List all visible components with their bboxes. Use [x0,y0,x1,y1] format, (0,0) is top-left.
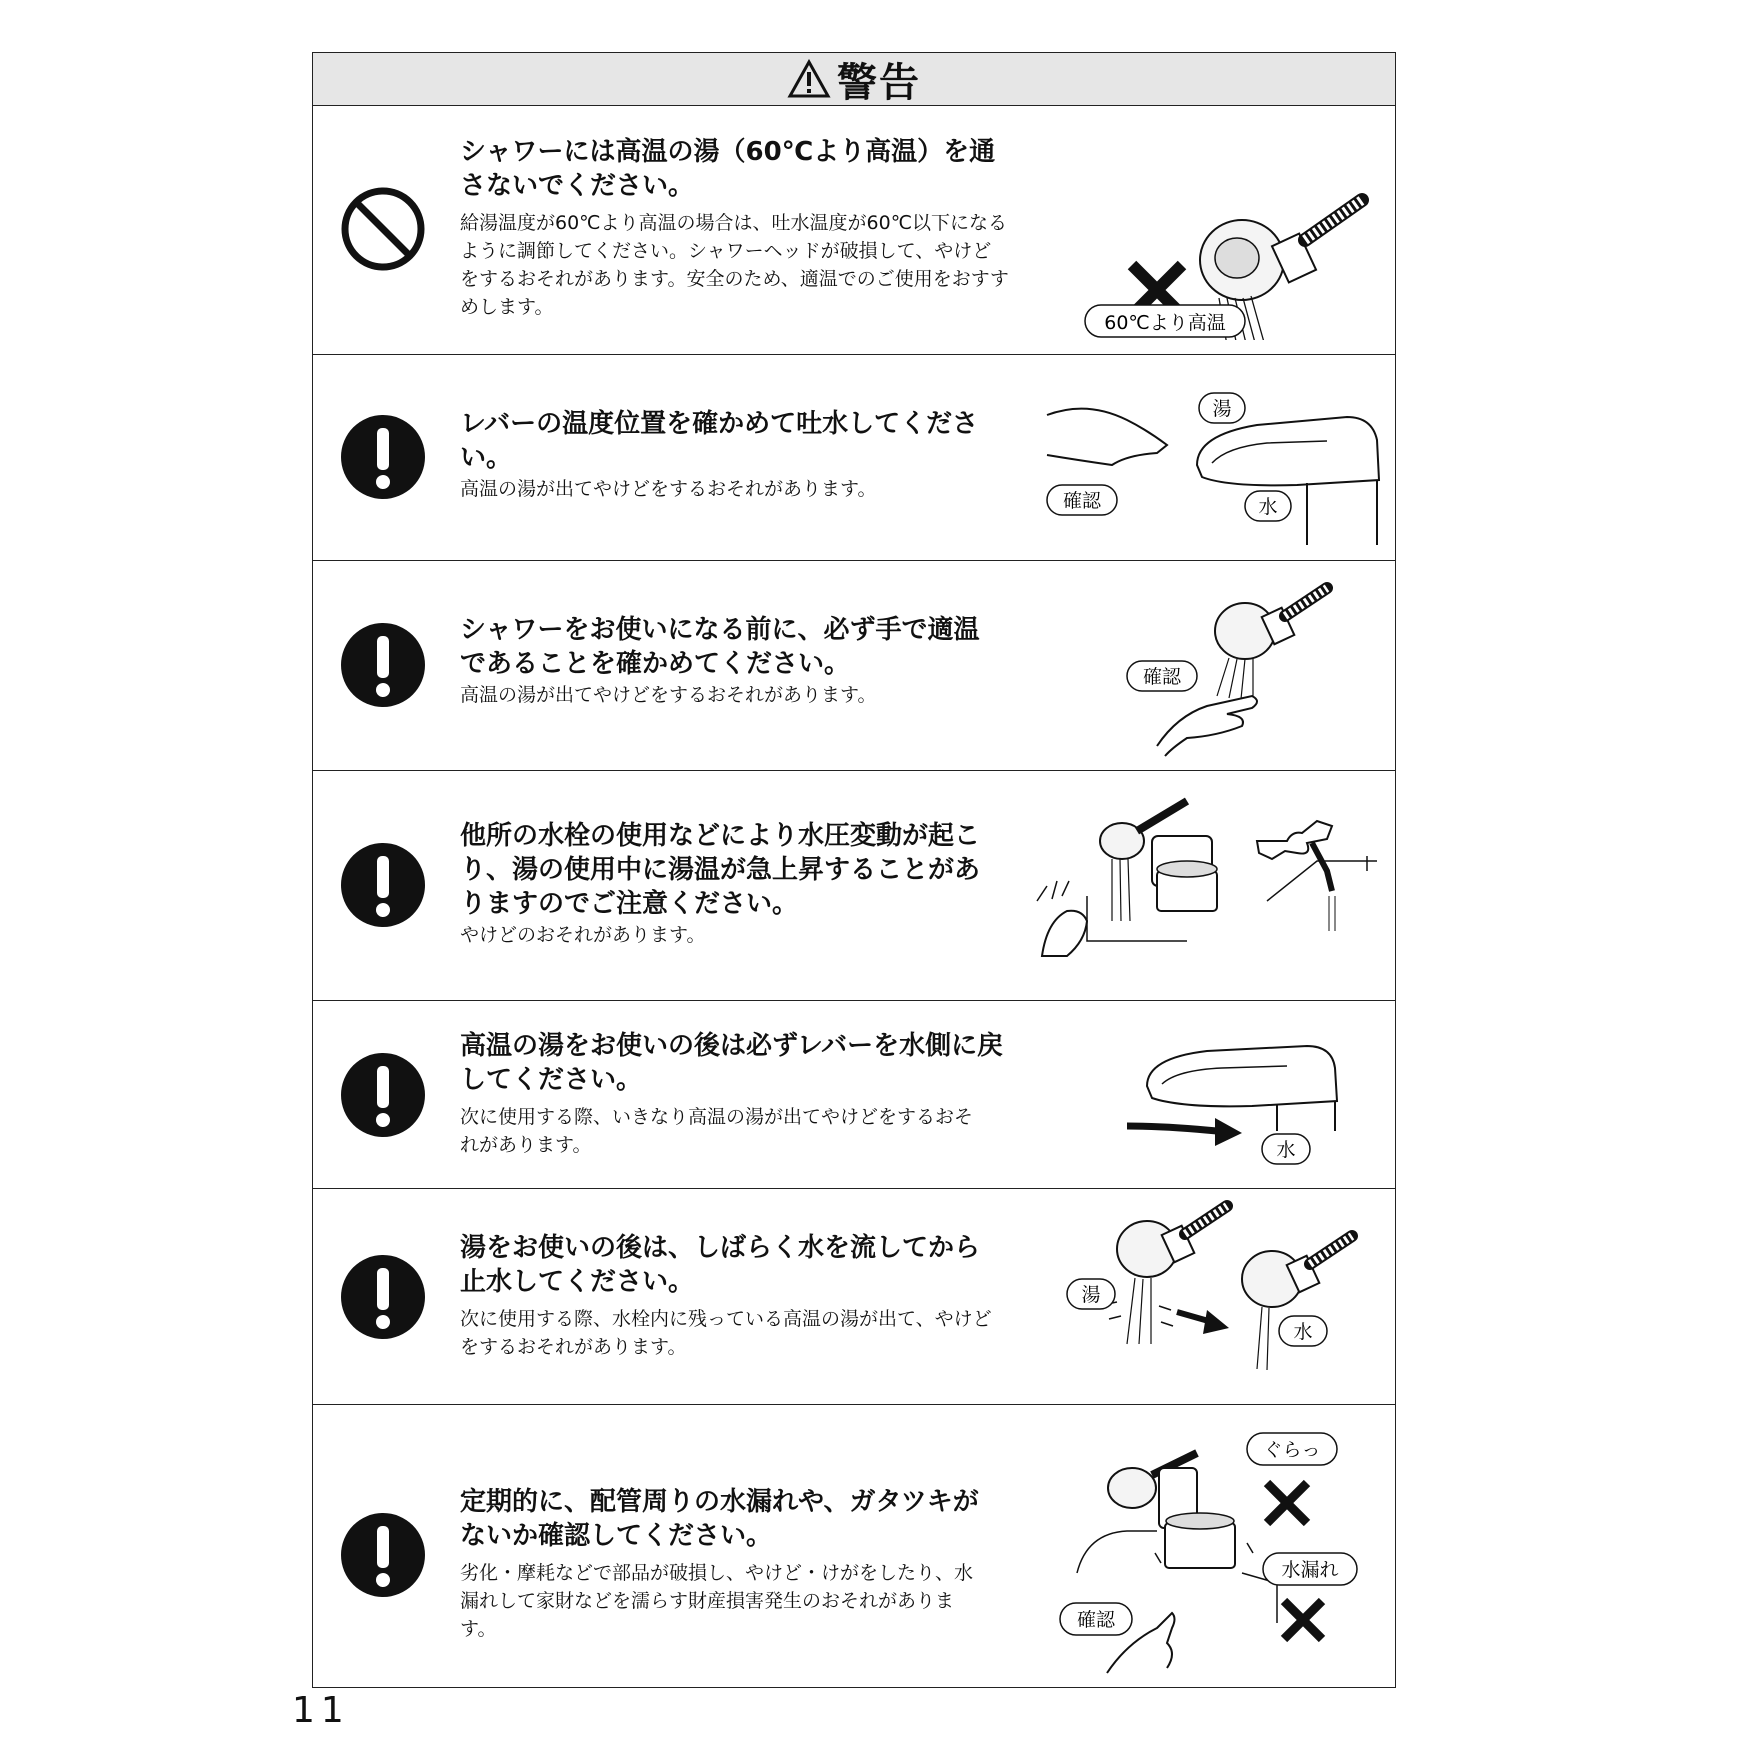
warning-row [313,1405,1395,1689]
label-cold: 水 [1293,1321,1313,1343]
warning-text [460,407,1000,503]
mandatory-action-icon [339,413,427,501]
warning-heading: 湯をお使いの後は、しばらく水を流してから止水してください。 [460,1233,981,1297]
warning-text [460,1485,1000,1643]
warning-text [460,613,1000,709]
leak-check-illustration [1047,1413,1387,1683]
warning-heading: 定期的に、配管周りの水漏れや、ガタツキがないか確認してください。 [460,1487,979,1551]
warning-heading: シャワーをお使いになる前に、必ず手で適温であることを確かめてください。 [460,615,980,679]
warning-row [313,105,1395,355]
warning-header [313,53,1395,106]
lever-to-cold-illustration [1057,1006,1387,1186]
warning-text [460,1231,1000,1361]
label-leak: 水漏れ [1281,1559,1339,1581]
warning-body: 給湯温度が60℃より高温の場合は、吐水温度が60℃以下になるように調節してください。シャワーヘッドが破損して、やけどをするおそれがあります。安全のため、適温でのご使用をおすすめします。 [460,212,1009,318]
mandatory-action-icon [339,1051,427,1139]
pressure-change-illustration [1027,781,1387,991]
warning-row [313,771,1395,1001]
warning-row [313,1001,1395,1189]
mandatory-action-icon [339,1511,427,1599]
label-hot: 湯 [1081,1284,1101,1306]
warning-heading: シャワーには高温の湯（60℃より高温）を通さないでください。 [460,137,996,201]
mandatory-action-icon [339,1253,427,1341]
lever-check-illustration [1027,355,1387,555]
mandatory-action-icon [339,841,427,929]
label-hot: 湯 [1212,398,1232,420]
prohibition-icon [339,185,427,273]
warning-text [460,1029,1020,1159]
label-60c-hot: 60℃より高温 [1104,312,1226,334]
warning-body: 次に使用する際、水栓内に残っている高温の湯が出て、やけどをするおそれがあります。 [460,1308,992,1358]
warning-body: 次に使用する際、いきなり高温の湯が出てやけどをするおそれがあります。 [460,1106,974,1156]
warning-body: やけどのおそれがあります。 [460,924,706,946]
warning-title: 警告 [837,59,921,106]
warning-body: 高温の湯が出てやけどをするおそれがあります。 [460,478,877,500]
mandatory-action-icon [339,621,427,709]
warning-heading: 他所の水栓の使用などにより水圧変動が起こり、湯の使用中に湯温が急上昇することがありますのでご注意ください。 [460,821,981,919]
label-check: 確認 [1062,490,1102,512]
warning-triangle-icon [787,59,831,99]
warning-text [460,135,1010,321]
label-cold: 水 [1258,496,1278,518]
warning-heading: レバーの温度位置を確かめて吐水してください。 [460,409,979,473]
shower-head-hot-illustration [1057,120,1387,340]
warning-row [313,561,1395,771]
warning-heading: 高温の湯をお使いの後は必ずレバーを水側に戻してください。 [460,1031,1004,1095]
warning-row [313,355,1395,561]
label-check: 確認 [1076,1609,1116,1631]
hand-test-shower-illustration [1057,566,1387,766]
warning-text [460,819,1000,949]
warning-row [313,1189,1395,1405]
warning-body: 高温の湯が出てやけどをするおそれがあります。 [460,684,877,706]
warning-frame [312,52,1396,1688]
flush-water-illustration [1047,1194,1387,1394]
page-number: 11 [292,1690,350,1731]
label-check: 確認 [1142,666,1182,688]
warning-body: 劣化・摩耗などで部品が破損し、やけど・けがをしたり、水漏れして家財などを濡らす財産損害発生のおそれがあります。 [460,1562,974,1640]
label-cold: 水 [1276,1139,1296,1161]
label-wobble: ぐらっ [1263,1439,1321,1461]
